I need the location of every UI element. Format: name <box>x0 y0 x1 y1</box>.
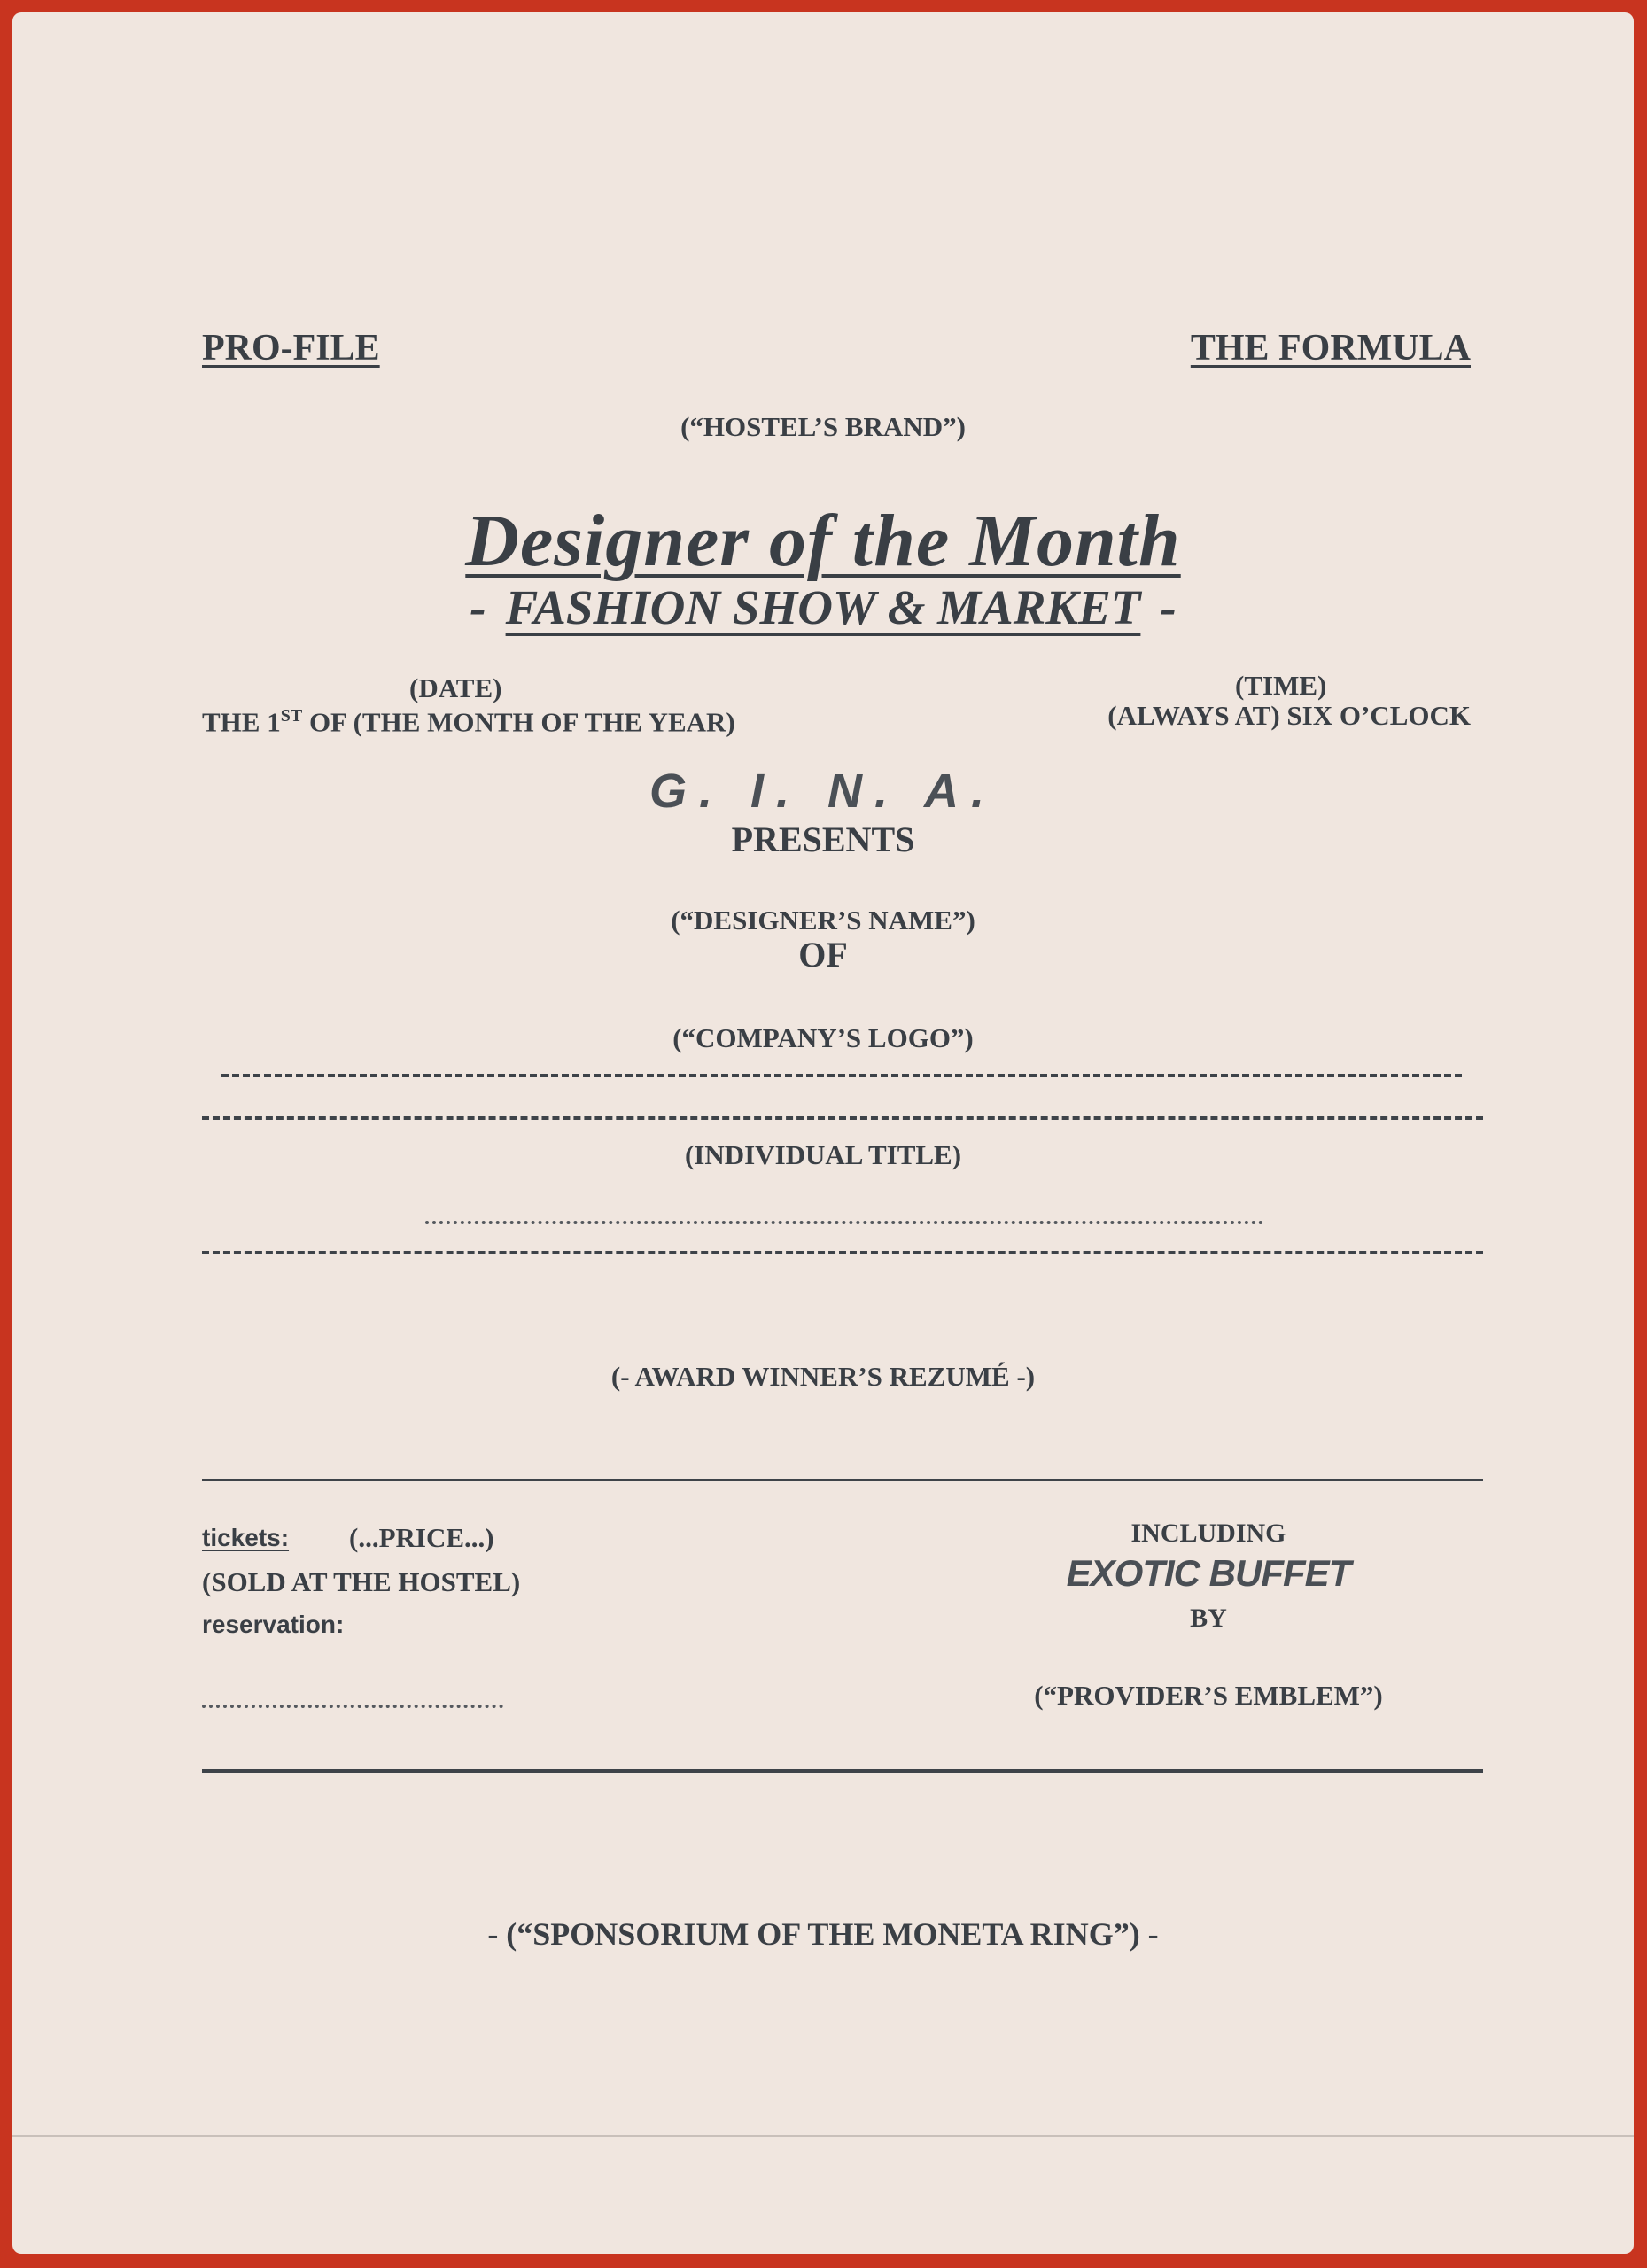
reservation-dotted-line <box>202 1705 503 1708</box>
event-title-text: Designer of the Month <box>465 500 1181 582</box>
of-text: OF <box>798 935 848 975</box>
date-value <box>202 706 735 738</box>
ticket-price: (...PRICE...) <box>349 1522 494 1553</box>
date-prefix: THE 1 <box>202 706 281 738</box>
presents-text: PRESENTS <box>731 819 915 859</box>
dashed-separator-2 <box>202 1116 1483 1120</box>
sold-at-hostel: (SOLD AT THE HOSTEL) <box>202 1566 521 1597</box>
time-label: (TIME) <box>1235 670 1327 701</box>
header-pro-file: PRO-FILE <box>202 328 380 369</box>
solid-separator-1 <box>202 1479 1483 1481</box>
event-title <box>12 498 1634 584</box>
including-text: INCLUDING <box>1130 1518 1286 1548</box>
award-resume: (- AWARD WINNER’S REZUMÉ -) <box>610 1361 1036 1392</box>
sponsor-line: - (“SPONSORIUM OF THE MONETA RING”) - <box>487 1916 1159 1952</box>
reservation-label: reservation: <box>202 1611 345 1638</box>
company-logo: (“COMPANY’S LOGO”) <box>672 1022 974 1053</box>
header-the-formula: THE FORMULA <box>1190 328 1471 369</box>
date-suffix: OF (THE MONTH OF THE YEAR) <box>302 706 735 738</box>
hostel-brand: (“HOSTEL’S BRAND”) <box>680 411 966 442</box>
provider-emblem: (“PROVIDER’S EMBLEM”) <box>1034 1680 1383 1711</box>
date-label: (DATE) <box>409 672 502 703</box>
presenter-name: G. I. N. A. <box>649 765 998 818</box>
solid-separator-2 <box>202 1769 1483 1773</box>
subtitle-dash-left: - <box>470 580 486 634</box>
by-text: BY <box>1190 1604 1227 1633</box>
exotic-buffet: EXOTIC BUFFET <box>1066 1552 1351 1594</box>
date-sup: ST <box>280 706 303 726</box>
dotted-line-title <box>425 1221 1263 1224</box>
page-bottom-rule <box>12 2135 1634 2137</box>
designer-name: (“DESIGNER’S NAME”) <box>671 905 975 936</box>
individual-title: (INDIVIDUAL TITLE) <box>684 1139 962 1170</box>
subtitle-text: FASHION SHOW & MARKET <box>505 580 1141 634</box>
tickets-label: tickets: <box>202 1524 290 1551</box>
subtitle-dash-right: - <box>1160 580 1177 634</box>
dashed-separator-1 <box>221 1074 1462 1077</box>
flyer-sheet <box>12 12 1634 2254</box>
time-value: (ALWAYS AT) SIX O’CLOCK <box>1107 700 1471 731</box>
event-subtitle <box>12 579 1634 635</box>
dashed-separator-3 <box>202 1251 1483 1254</box>
